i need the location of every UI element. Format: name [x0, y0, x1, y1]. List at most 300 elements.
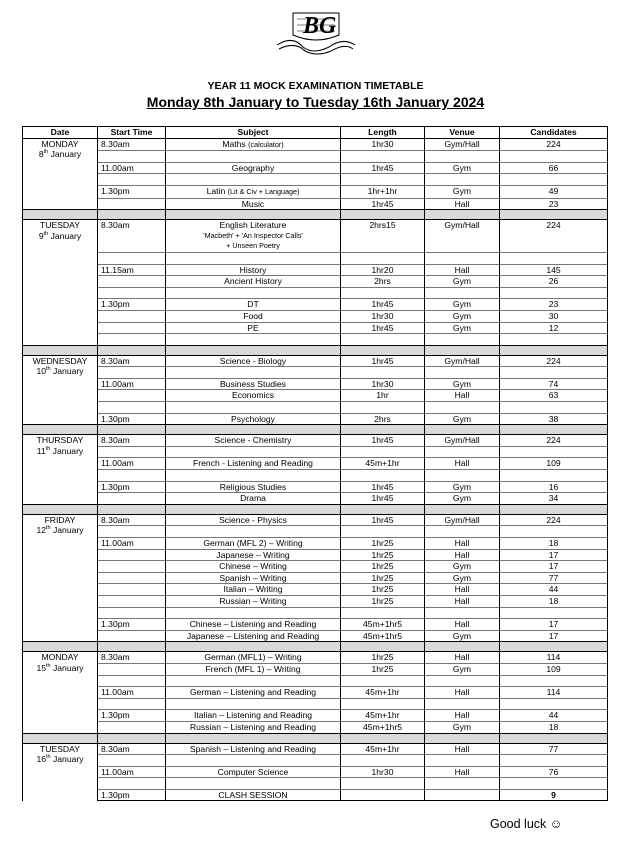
length-cell: 1hr25	[341, 561, 425, 573]
start-time-cell	[98, 276, 166, 288]
candidates-cell: 9	[500, 789, 608, 801]
candidates-cell	[500, 778, 608, 790]
date-month: January	[50, 149, 82, 160]
table-row	[23, 470, 608, 482]
subject-name: Maths	[222, 138, 246, 149]
separator-cell	[98, 210, 166, 220]
subject-cell	[166, 493, 341, 505]
subject-name: CLASH SESSION	[218, 789, 288, 800]
candidates-cell: 66	[500, 162, 608, 174]
separator-cell	[500, 504, 608, 514]
table-row	[23, 743, 608, 755]
day-separator	[23, 345, 608, 355]
start-time-cell	[98, 402, 166, 414]
venue-cell: Gym	[425, 630, 500, 642]
subject-name: Psychology	[231, 413, 275, 424]
table-row	[23, 526, 608, 538]
start-time-cell: 11.00am	[98, 162, 166, 174]
length-cell: 1hr45	[341, 355, 425, 367]
separator-cell	[98, 733, 166, 743]
date-cell	[23, 138, 98, 210]
candidates-cell: 63	[500, 390, 608, 402]
date-number: 9	[38, 230, 44, 241]
subject-name: Italian – Listening and Reading	[193, 710, 312, 721]
timetable-body	[23, 138, 608, 801]
date-suffix: th	[46, 525, 51, 532]
candidates-cell: 77	[500, 572, 608, 584]
candidates-cell: 114	[500, 687, 608, 699]
start-time-cell	[98, 151, 166, 163]
venue-cell: Gym	[425, 561, 500, 573]
subject-name: DT	[247, 299, 259, 310]
subject-name: German – Listening and Reading	[189, 687, 317, 698]
separator-cell	[425, 210, 500, 220]
separator-cell	[166, 733, 341, 743]
separator-cell	[341, 642, 425, 652]
start-time-cell: 8.30am	[98, 220, 166, 253]
length-cell	[341, 402, 425, 414]
subject-name: Food	[243, 310, 263, 321]
day-date	[26, 446, 94, 457]
day-name: TUESDAY	[40, 220, 80, 231]
candidates-cell: 224	[500, 138, 608, 151]
candidates-cell	[500, 402, 608, 414]
venue-cell	[425, 675, 500, 687]
svg-text:BG: BG	[303, 13, 337, 39]
start-time-cell	[98, 446, 166, 458]
subject-cell	[166, 390, 341, 402]
length-cell: 1hr45	[341, 162, 425, 174]
table-row	[23, 493, 608, 505]
start-time-cell	[98, 390, 166, 402]
table-row	[23, 710, 608, 722]
candidates-cell: 44	[500, 710, 608, 722]
subject-cell	[166, 458, 341, 470]
day-name: WEDNESDAY	[32, 355, 88, 366]
length-cell: 1hr45	[341, 435, 425, 447]
candidates-cell: 224	[500, 220, 608, 253]
subject-cell	[166, 538, 341, 550]
table-row	[23, 264, 608, 276]
subject-cell	[166, 220, 341, 253]
venue-cell: Gym	[425, 493, 500, 505]
candidates-cell	[500, 287, 608, 299]
table-row	[23, 766, 608, 778]
subject-name: Economics	[231, 390, 275, 401]
date-cell	[23, 220, 98, 346]
table-row	[23, 652, 608, 664]
table-row	[23, 514, 608, 526]
start-time-cell: 11.00am	[98, 538, 166, 550]
length-cell: 1hr25	[341, 663, 425, 675]
timetable-title: YEAR 11 MOCK EXAMINATION TIMETABLE	[207, 80, 424, 92]
day-date	[26, 754, 94, 765]
subject-name: Japanese – Listening and Reading	[186, 630, 320, 641]
table-row	[23, 413, 608, 425]
length-cell: 1hr45	[341, 514, 425, 526]
table-row	[23, 778, 608, 790]
length-cell: 45m+1hr	[341, 458, 425, 470]
table-row	[23, 675, 608, 687]
start-time-cell	[98, 675, 166, 687]
start-time-cell	[98, 755, 166, 767]
separator-cell	[166, 642, 341, 652]
table-header-row	[23, 127, 608, 139]
length-cell: 1hr25	[341, 652, 425, 664]
day-separator	[23, 210, 608, 220]
separator-cell	[425, 642, 500, 652]
day-date	[26, 525, 94, 536]
subject-cell	[166, 470, 341, 482]
date-suffix: th	[45, 445, 51, 452]
venue-cell: Hall	[425, 619, 500, 631]
column-header: Venue	[425, 127, 500, 139]
date-number: 10	[36, 366, 46, 377]
candidates-cell: 16	[500, 481, 608, 493]
start-time-cell	[98, 721, 166, 733]
length-cell	[341, 526, 425, 538]
separator-cell	[166, 210, 341, 220]
separator-cell	[500, 210, 608, 220]
start-time-cell: 8.30am	[98, 138, 166, 151]
venue-cell: Gym/Hall	[425, 138, 500, 151]
start-time-cell: 8.30am	[98, 514, 166, 526]
subject-cell	[166, 595, 341, 607]
separator-cell	[23, 504, 98, 514]
start-time-cell	[98, 198, 166, 210]
subject-cell	[166, 378, 341, 390]
date-number: 11	[36, 445, 46, 456]
length-cell: 1hr30	[341, 766, 425, 778]
start-time-cell: 1.30pm	[98, 185, 166, 198]
length-cell: 45m+1hr5	[341, 630, 425, 642]
subject-cell	[166, 743, 341, 755]
table-row	[23, 789, 608, 801]
table-row	[23, 630, 608, 642]
table-row	[23, 287, 608, 299]
venue-cell: Hall	[425, 766, 500, 778]
start-time-cell	[98, 561, 166, 573]
separator-cell	[500, 733, 608, 743]
length-cell: 1hr25	[341, 595, 425, 607]
length-cell	[341, 367, 425, 379]
start-time-cell	[98, 595, 166, 607]
venue-cell	[425, 755, 500, 767]
venue-cell	[425, 334, 500, 346]
candidates-cell	[500, 698, 608, 710]
venue-cell: Gym	[425, 721, 500, 733]
venue-cell: Gym	[425, 310, 500, 322]
length-cell: 1hr25	[341, 572, 425, 584]
date-number: 15	[36, 662, 46, 673]
column-header: Candidates	[500, 127, 608, 139]
date-month: January	[52, 525, 84, 536]
separator-cell	[23, 733, 98, 743]
venue-cell: Hall	[425, 198, 500, 210]
length-cell	[341, 151, 425, 163]
exam-timetable	[22, 126, 608, 801]
subject-note: (Lit & Civ + Language)	[227, 186, 300, 196]
subject-cell	[166, 355, 341, 367]
venue-cell: Gym	[425, 663, 500, 675]
separator-cell	[23, 345, 98, 355]
length-cell: 1hr45	[341, 198, 425, 210]
subject-cell	[166, 367, 341, 379]
subject-cell	[166, 413, 341, 425]
venue-cell: Hall	[425, 584, 500, 596]
subject-cell	[166, 778, 341, 790]
venue-cell: Gym/Hall	[425, 435, 500, 447]
day-name: THURSDAY	[36, 435, 84, 446]
table-row	[23, 310, 608, 322]
subject-name: Science - Biology	[219, 355, 287, 366]
subject-cell	[166, 310, 341, 322]
candidates-cell: 18	[500, 721, 608, 733]
table-row	[23, 185, 608, 198]
start-time-cell	[98, 607, 166, 619]
start-time-cell: 11.00am	[98, 458, 166, 470]
subject-cell	[166, 138, 341, 151]
venue-cell: Gym	[425, 185, 500, 198]
candidates-cell: 17	[500, 561, 608, 573]
date-month: January	[52, 445, 84, 456]
table-row	[23, 538, 608, 550]
date-cell	[23, 355, 98, 425]
start-time-cell: 11.00am	[98, 687, 166, 699]
day-separator	[23, 425, 608, 435]
date-number: 12	[36, 525, 46, 536]
date-cell	[23, 652, 98, 733]
table-row	[23, 174, 608, 186]
subject-cell	[166, 619, 341, 631]
candidates-cell: 17	[500, 630, 608, 642]
date-number: 16	[36, 754, 46, 765]
subject-cell	[166, 299, 341, 311]
candidates-cell	[500, 446, 608, 458]
candidates-cell: 23	[500, 198, 608, 210]
venue-cell: Gym	[425, 162, 500, 174]
subject-name: Geography	[231, 162, 275, 173]
good-luck-text: Good luck	[490, 817, 547, 831]
length-cell	[341, 446, 425, 458]
separator-cell	[23, 642, 98, 652]
subject-cell	[166, 151, 341, 163]
venue-cell: Gym/Hall	[425, 355, 500, 367]
start-time-cell	[98, 572, 166, 584]
venue-cell	[425, 698, 500, 710]
subject-name: Religious Studies	[219, 481, 287, 492]
day-name: FRIDAY	[44, 514, 76, 525]
separator-cell	[425, 345, 500, 355]
start-time-cell	[98, 778, 166, 790]
length-cell: 1hr20	[341, 264, 425, 276]
table-row	[23, 162, 608, 174]
start-time-cell: 1.30pm	[98, 299, 166, 311]
venue-cell	[425, 402, 500, 414]
candidates-cell: 30	[500, 310, 608, 322]
length-cell: 45m+1hr5	[341, 619, 425, 631]
separator-cell	[166, 425, 341, 435]
candidates-cell	[500, 607, 608, 619]
venue-cell: Hall	[425, 687, 500, 699]
subject-cell	[166, 755, 341, 767]
subject-cell	[166, 402, 341, 414]
timetable-date-range: Monday 8th January to Tuesday 16th January 2024	[146, 94, 485, 110]
start-time-cell	[98, 630, 166, 642]
start-time-cell	[98, 310, 166, 322]
table-row	[23, 151, 608, 163]
separator-cell	[500, 642, 608, 652]
subject-cell	[166, 687, 341, 699]
subject-name: Science - Physics	[219, 514, 287, 525]
venue-cell: Gym	[425, 276, 500, 288]
start-time-cell: 1.30pm	[98, 413, 166, 425]
candidates-cell	[500, 334, 608, 346]
subject-name: Russian – Listening and Reading	[189, 721, 317, 732]
candidates-cell: 77	[500, 743, 608, 755]
good-luck-message	[490, 817, 563, 831]
subject-name: Latin	[206, 185, 226, 196]
table-row	[23, 572, 608, 584]
separator-cell	[500, 345, 608, 355]
day-name: TUESDAY	[40, 743, 80, 754]
date-cell	[23, 514, 98, 642]
table-row	[23, 663, 608, 675]
length-cell: 1hr45	[341, 481, 425, 493]
candidates-cell	[500, 675, 608, 687]
venue-cell	[425, 470, 500, 482]
table-row	[23, 299, 608, 311]
subject-cell	[166, 252, 341, 264]
subject-cell	[166, 675, 341, 687]
length-cell: 1hr25	[341, 538, 425, 550]
venue-cell: Hall	[425, 743, 500, 755]
start-time-cell	[98, 287, 166, 299]
day-separator	[23, 733, 608, 743]
start-time-cell: 11.15am	[98, 264, 166, 276]
day-date	[26, 149, 94, 160]
subject-name: Russian – Writing	[219, 595, 287, 606]
table-row	[23, 446, 608, 458]
day-separator	[23, 642, 608, 652]
venue-cell	[425, 174, 500, 186]
separator-cell	[98, 345, 166, 355]
subject-cell	[166, 185, 341, 198]
candidates-cell: 44	[500, 584, 608, 596]
table-row	[23, 687, 608, 699]
length-cell	[341, 778, 425, 790]
subject-name: Spanish – Writing	[219, 572, 287, 583]
candidates-cell: 224	[500, 435, 608, 447]
venue-cell	[425, 151, 500, 163]
venue-cell: Gym/Hall	[425, 220, 500, 253]
table-row	[23, 402, 608, 414]
length-cell	[341, 675, 425, 687]
table-row	[23, 252, 608, 264]
start-time-cell	[98, 493, 166, 505]
venue-cell: Hall	[425, 458, 500, 470]
day-date	[26, 663, 94, 674]
separator-cell	[166, 504, 341, 514]
subject-cell	[166, 287, 341, 299]
subject-name: PE	[247, 322, 259, 333]
subject-name: French - Listening and Reading	[193, 458, 313, 469]
venue-cell: Hall	[425, 264, 500, 276]
start-time-cell	[98, 663, 166, 675]
start-time-cell: 11.00am	[98, 766, 166, 778]
date-suffix: th	[43, 230, 49, 237]
table-row	[23, 198, 608, 210]
subject-cell	[166, 162, 341, 174]
table-row	[23, 549, 608, 561]
table-row	[23, 138, 608, 151]
length-cell: 45m+1hr5	[341, 721, 425, 733]
venue-cell: Gym	[425, 481, 500, 493]
subject-cell	[166, 446, 341, 458]
table-row	[23, 276, 608, 288]
table-row	[23, 607, 608, 619]
column-header: Subject	[166, 127, 341, 139]
subject-cell	[166, 584, 341, 596]
start-time-cell	[98, 584, 166, 596]
separator-cell	[23, 425, 98, 435]
day-name: MONDAY	[41, 138, 79, 149]
separator-cell	[425, 504, 500, 514]
length-cell	[341, 470, 425, 482]
separator-cell	[341, 345, 425, 355]
length-cell	[341, 287, 425, 299]
length-cell	[341, 698, 425, 710]
candidates-cell: 76	[500, 766, 608, 778]
length-cell: 1hr25	[341, 549, 425, 561]
table-row	[23, 390, 608, 402]
subject-name: Italian – Writing	[223, 584, 283, 595]
venue-cell	[425, 446, 500, 458]
start-time-cell	[98, 549, 166, 561]
candidates-cell: 17	[500, 549, 608, 561]
subject-cell	[166, 481, 341, 493]
subject-name: Spanish – Listening and Reading	[189, 743, 317, 754]
candidates-cell: 38	[500, 413, 608, 425]
candidates-cell: 17	[500, 619, 608, 631]
separator-cell	[98, 425, 166, 435]
separator-cell	[23, 210, 98, 220]
subject-cell	[166, 198, 341, 210]
venue-cell: Gym/Hall	[425, 514, 500, 526]
venue-cell: Hall	[425, 390, 500, 402]
start-time-cell: 1.30pm	[98, 710, 166, 722]
candidates-cell: 49	[500, 185, 608, 198]
length-cell: 1hr30	[341, 378, 425, 390]
length-cell: 45m+1hr	[341, 687, 425, 699]
start-time-cell: 1.30pm	[98, 619, 166, 631]
day-date	[26, 366, 94, 377]
subject-cell	[166, 607, 341, 619]
date-month: January	[52, 754, 84, 765]
candidates-cell: 224	[500, 514, 608, 526]
length-cell: 45m+1hr	[341, 743, 425, 755]
subject-cell	[166, 652, 341, 664]
length-cell: 2hrs	[341, 413, 425, 425]
school-crest-logo	[273, 5, 359, 57]
candidates-cell	[500, 470, 608, 482]
start-time-cell	[98, 470, 166, 482]
date-suffix: th	[43, 149, 49, 156]
venue-cell: Hall	[425, 595, 500, 607]
subject-note: (calculator)	[248, 139, 284, 149]
length-cell: 1hr30	[341, 138, 425, 151]
candidates-cell	[500, 252, 608, 264]
